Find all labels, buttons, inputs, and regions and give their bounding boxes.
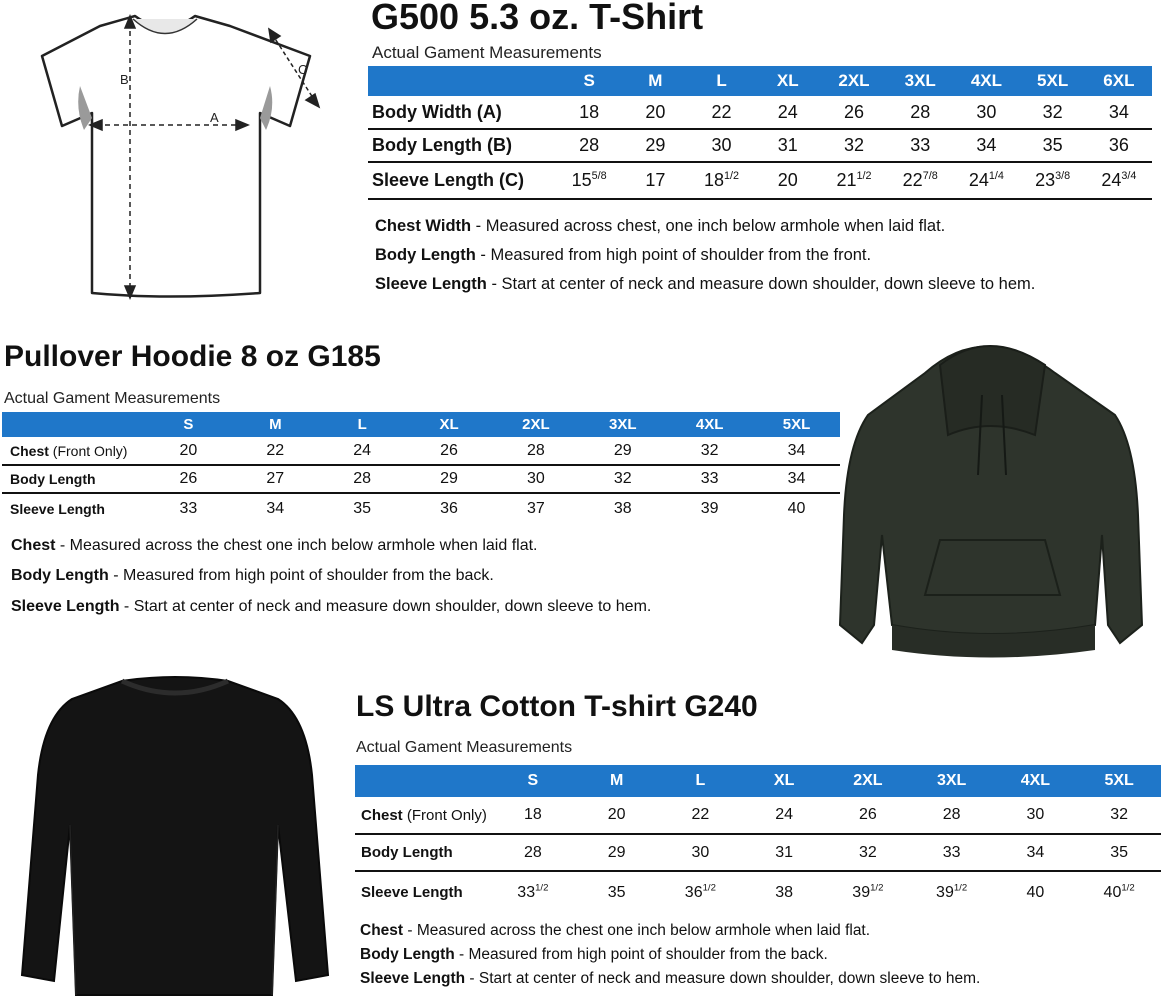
fraction-value: $24^{3/4}$ xyxy=(1101,170,1137,190)
fraction-value: 40 xyxy=(1026,883,1045,901)
size-header: 3XL xyxy=(579,412,666,437)
table-cell: 28 xyxy=(556,129,622,162)
table-cell xyxy=(1077,871,1161,913)
fraction-value: $18^{1/2}$ xyxy=(704,170,740,190)
hoodie-note-body-length: Body Length - Measured from high point of shoulder from the back. xyxy=(11,567,494,584)
size-header: M xyxy=(575,765,659,797)
table-cell xyxy=(659,871,743,913)
row-label: Chest (Front Only) xyxy=(2,437,145,465)
tshirt-size-table xyxy=(368,66,1152,200)
fraction-value: $23^{3/8}$ xyxy=(1035,170,1071,190)
table-cell: 26 xyxy=(821,96,887,129)
hoodie-note-sleeve: Sleeve Length - Start at center of neck and measure down shoulder, down sleeve to hem. xyxy=(11,598,652,615)
table-cell xyxy=(994,871,1078,913)
size-header: 5XL xyxy=(1020,66,1086,96)
table-header-row xyxy=(368,66,1152,96)
table-cell: 34 xyxy=(953,129,1019,162)
table-cell: 24 xyxy=(319,437,406,465)
table-cell: 33 xyxy=(887,129,953,162)
fraction-value: 17 xyxy=(645,170,666,190)
fraction-value: 20 xyxy=(777,170,798,190)
table-cell: 35 xyxy=(1077,834,1161,871)
table-header-corner xyxy=(355,765,491,797)
fraction-value: $33^{1/2}$ xyxy=(517,882,549,901)
size-header: XL xyxy=(406,412,493,437)
row-label: Chest (Front Only) xyxy=(355,797,491,834)
table-cell: 28 xyxy=(493,437,580,465)
table-header-corner xyxy=(368,66,556,96)
fraction-value: $39^{1/2}$ xyxy=(936,882,968,901)
table-row xyxy=(368,129,1152,162)
size-header: 3XL xyxy=(887,66,953,96)
table-cell: 34 xyxy=(1086,96,1152,129)
table-cell xyxy=(1020,162,1086,199)
table-cell: 30 xyxy=(994,797,1078,834)
table-cell xyxy=(556,162,622,199)
table-cell: 20 xyxy=(575,797,659,834)
table-cell: 35 xyxy=(353,499,372,517)
table-cell: 32 xyxy=(1077,797,1161,834)
table-cell: 30 xyxy=(659,834,743,871)
diagram-label-b: B xyxy=(120,72,129,87)
tshirt-note-chest: Chest Width - Measured across chest, one inch below armhole when laid flat. xyxy=(375,217,946,235)
row-label: Sleeve Length (C) xyxy=(368,162,556,199)
row-label: Sleeve Length xyxy=(10,500,105,517)
tshirt-diagram xyxy=(40,8,340,308)
table-cell: 36 xyxy=(1086,129,1152,162)
table-cell xyxy=(826,871,910,913)
size-header: 4XL xyxy=(953,66,1019,96)
table-row xyxy=(355,834,1161,871)
table-cell: 28 xyxy=(491,834,575,871)
table-cell: 33 xyxy=(910,834,994,871)
row-label: Body Width (A) xyxy=(368,96,556,129)
tshirt-subtitle: Actual Gament Measurements xyxy=(372,43,602,62)
tshirt-outline-icon xyxy=(42,16,310,297)
fraction-value: $22^{7/8}$ xyxy=(902,170,938,190)
longsleeve-note-body-length: Body Length - Measured from high point of shoulder from the back. xyxy=(360,946,828,963)
table-row xyxy=(368,96,1152,129)
table-cell: 38 xyxy=(613,499,632,517)
size-header: M xyxy=(622,66,688,96)
table-cell: 32 xyxy=(579,465,666,493)
table-cell xyxy=(953,162,1019,199)
table-cell: 31 xyxy=(742,834,826,871)
table-cell: 18 xyxy=(556,96,622,129)
table-cell: 33 xyxy=(666,465,753,493)
size-header: 6XL xyxy=(1086,66,1152,96)
size-header: S xyxy=(145,412,232,437)
table-cell: 28 xyxy=(319,465,406,493)
size-header: S xyxy=(556,66,622,96)
table-cell: 20 xyxy=(622,96,688,129)
row-label: Body Length xyxy=(2,465,145,493)
table-row xyxy=(355,871,1161,913)
hoodie-image xyxy=(830,325,1150,660)
table-cell: 33 xyxy=(179,499,198,517)
table-cell: 30 xyxy=(953,96,1019,129)
table-cell: 31 xyxy=(755,129,821,162)
table-cell: 36 xyxy=(440,499,458,517)
hoodie-subtitle: Actual Gament Measurements xyxy=(4,390,221,407)
hoodie-size-table xyxy=(2,412,840,523)
table-cell: 34 xyxy=(753,437,840,465)
fraction-value: $36^{1/2}$ xyxy=(684,882,716,901)
size-header: 4XL xyxy=(994,765,1078,797)
table-cell: 30 xyxy=(688,129,754,162)
size-header: 5XL xyxy=(753,412,840,437)
longsleeve-note-chest: Chest - Measured across the chest one inch below armhole when laid flat. xyxy=(360,922,871,939)
hoodie-title: Pullover Hoodie 8 oz G185 xyxy=(4,340,381,373)
size-header: L xyxy=(659,765,743,797)
table-cell xyxy=(575,871,659,913)
table-cell: 22 xyxy=(659,797,743,834)
size-header: 5XL xyxy=(1077,765,1161,797)
table-cell: 34 xyxy=(753,465,840,493)
tshirt-note-body-length: Body Length - Measured from high point of shoulder from the front. xyxy=(375,246,872,264)
row-label: Sleeve Length xyxy=(361,884,463,901)
table-header-row xyxy=(2,412,840,437)
longsleeve-shirt-icon xyxy=(22,677,328,995)
table-header-row xyxy=(355,765,1161,797)
table-cell: 28 xyxy=(887,96,953,129)
fraction-value: $15^{5/8}$ xyxy=(571,170,607,190)
size-header: 2XL xyxy=(821,66,887,96)
table-header-corner xyxy=(2,412,145,437)
table-cell: 32 xyxy=(826,834,910,871)
table-cell: 24 xyxy=(742,797,826,834)
size-header: S xyxy=(491,765,575,797)
table-cell: 34 xyxy=(994,834,1078,871)
size-header: 4XL xyxy=(666,412,753,437)
size-header: 2XL xyxy=(493,412,580,437)
row-label: Body Length xyxy=(355,834,491,871)
table-cell xyxy=(622,162,688,199)
table-cell xyxy=(887,162,953,199)
table-cell: 27 xyxy=(232,465,319,493)
table-cell: 29 xyxy=(622,129,688,162)
table-cell: 22 xyxy=(688,96,754,129)
table-row xyxy=(2,465,840,493)
row-label: Body Length (B) xyxy=(368,129,556,162)
table-cell: 22 xyxy=(232,437,319,465)
hoodie-icon xyxy=(840,346,1142,658)
table-cell: 34 xyxy=(266,499,285,517)
size-header: 3XL xyxy=(910,765,994,797)
size-header: XL xyxy=(742,765,826,797)
table-cell: 20 xyxy=(145,437,232,465)
table-cell xyxy=(491,871,575,913)
longsleeve-image xyxy=(10,675,340,997)
size-header: XL xyxy=(755,66,821,96)
fraction-value: $40^{1/2}$ xyxy=(1103,882,1135,901)
table-cell: 29 xyxy=(575,834,659,871)
fraction-value: $21^{1/2}$ xyxy=(836,170,872,190)
table-cell: 35 xyxy=(1020,129,1086,162)
longsleeve-note-sleeve: Sleeve Length - Start at center of neck and measure down shoulder, down sleeve to hem. xyxy=(360,970,981,987)
fraction-value: 35 xyxy=(607,883,626,901)
table-cell xyxy=(910,871,994,913)
table-row xyxy=(2,493,840,523)
hoodie-note-chest: Chest - Measured across the chest one inch below armhole when laid flat. xyxy=(11,537,538,554)
longsleeve-size-table xyxy=(355,765,1161,913)
table-cell xyxy=(688,162,754,199)
table-cell: 26 xyxy=(406,437,493,465)
table-cell: 29 xyxy=(579,437,666,465)
fraction-value: $24^{1/4}$ xyxy=(968,170,1004,190)
table-cell: 32 xyxy=(666,437,753,465)
table-cell: 26 xyxy=(145,465,232,493)
tshirt-title: G500 5.3 oz. T-Shirt xyxy=(371,0,704,37)
table-row xyxy=(2,437,840,465)
table-cell: 24 xyxy=(755,96,821,129)
diagram-label-c: C xyxy=(298,62,308,77)
table-cell xyxy=(755,162,821,199)
table-cell xyxy=(1086,162,1152,199)
table-cell: 30 xyxy=(493,465,580,493)
table-cell: 39 xyxy=(700,499,719,517)
table-cell: 32 xyxy=(821,129,887,162)
table-cell: 28 xyxy=(910,797,994,834)
size-header: M xyxy=(232,412,319,437)
table-cell: 29 xyxy=(406,465,493,493)
diagram-label-a: A xyxy=(210,110,219,125)
table-cell: 32 xyxy=(1020,96,1086,129)
table-row xyxy=(355,797,1161,834)
table-row xyxy=(368,162,1152,199)
table-cell: 26 xyxy=(826,797,910,834)
longsleeve-title: LS Ultra Cotton T-shirt G240 xyxy=(356,690,758,723)
fraction-value: 38 xyxy=(775,883,794,901)
table-cell xyxy=(821,162,887,199)
table-cell xyxy=(742,871,826,913)
tshirt-note-sleeve: Sleeve Length - Start at center of neck and measure down shoulder, down sleeve to hem. xyxy=(375,275,1036,293)
size-header: L xyxy=(688,66,754,96)
table-cell: 40 xyxy=(787,499,806,517)
size-header: 2XL xyxy=(826,765,910,797)
size-header: L xyxy=(319,412,406,437)
table-cell: 18 xyxy=(491,797,575,834)
fraction-value: $39^{1/2}$ xyxy=(852,882,884,901)
table-cell: 37 xyxy=(527,499,545,517)
longsleeve-subtitle: Actual Gament Measurements xyxy=(356,739,573,756)
